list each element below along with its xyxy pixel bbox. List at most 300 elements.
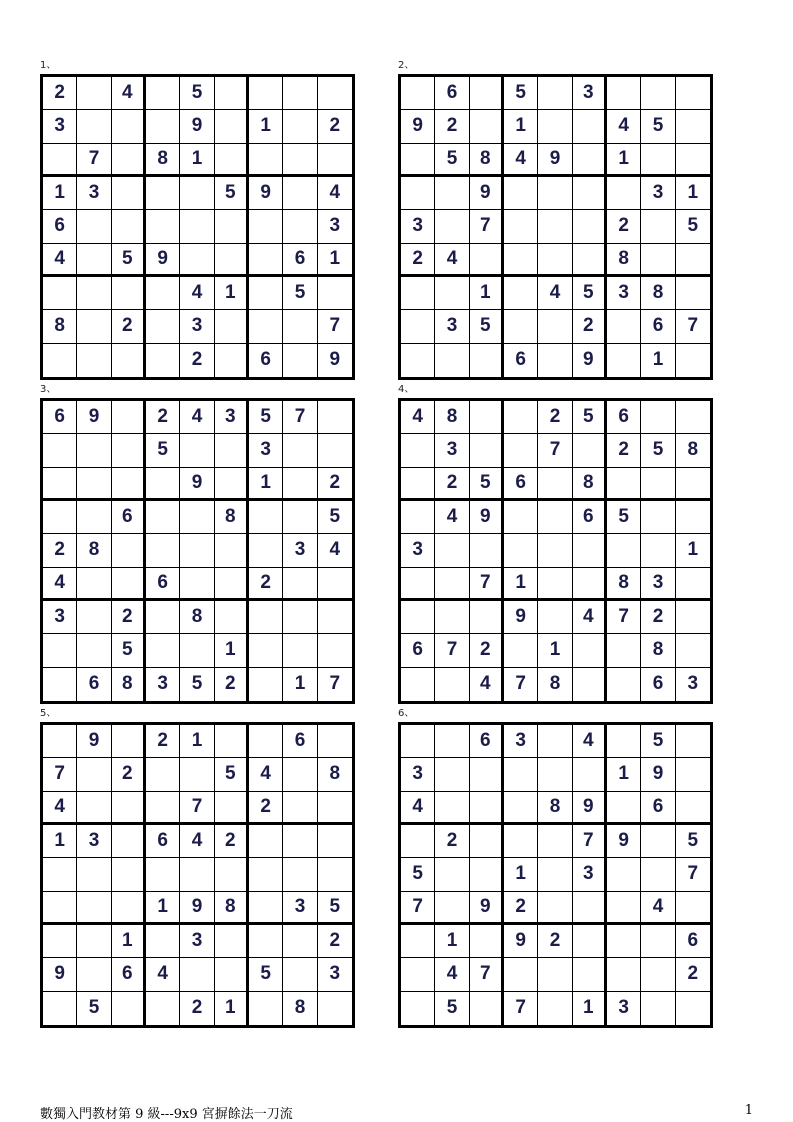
sudoku-cell: 1 [435, 925, 469, 958]
sudoku-cell [249, 858, 283, 891]
sudoku-cell: 1 [215, 277, 249, 310]
sudoku-cell [401, 177, 435, 210]
sudoku-cell: 2 [146, 401, 180, 434]
sudoku-cell: 5 [641, 110, 675, 143]
sudoku-cell [43, 925, 77, 958]
sudoku-cell [180, 534, 214, 567]
sudoku-cell [435, 568, 469, 601]
sudoku-cell [607, 634, 641, 667]
sudoku-cell: 8 [641, 277, 675, 310]
sudoku-cell: 5 [641, 725, 675, 758]
sudoku-cell [318, 401, 352, 434]
sudoku-cell [470, 77, 504, 110]
sudoku-cell [43, 277, 77, 310]
sudoku-cell [283, 310, 317, 343]
sudoku-cell [504, 501, 538, 534]
sudoku-cell [676, 110, 710, 143]
sudoku-cell [538, 992, 572, 1025]
sudoku-cell [146, 77, 180, 110]
sudoku-cell [538, 468, 572, 501]
puzzle-label: 5、 [40, 708, 57, 719]
sudoku-cell [676, 277, 710, 310]
sudoku-cell [573, 925, 607, 958]
sudoku-cell: 4 [318, 177, 352, 210]
sudoku-cell: 6 [504, 468, 538, 501]
sudoku-cell: 2 [249, 792, 283, 825]
sudoku-cell: 3 [401, 210, 435, 243]
sudoku-cell: 9 [401, 110, 435, 143]
sudoku-cell [676, 601, 710, 634]
sudoku-cell: 9 [329, 349, 341, 371]
sudoku-cell [215, 310, 249, 343]
sudoku-cell: 2 [676, 958, 710, 991]
sudoku-cell: 1 [676, 534, 710, 567]
sudoku-cell: 6 [283, 244, 317, 277]
sudoku-cell [249, 501, 283, 534]
sudoku-cell [470, 925, 504, 958]
sudoku-cell: 6 [641, 668, 675, 701]
sudoku-cell [607, 858, 641, 891]
sudoku-cell [504, 244, 538, 277]
sudoku-cell [283, 634, 317, 667]
sudoku-cell: 5 [77, 992, 111, 1025]
sudoku-cell [401, 601, 435, 634]
sudoku-cell [77, 110, 111, 143]
sudoku-cell [676, 634, 710, 667]
sudoku-cell: 9 [573, 344, 607, 377]
sudoku-cell [504, 634, 538, 667]
sudoku-cell: 1 [318, 244, 352, 277]
sudoku-cell: 5 [573, 401, 607, 434]
sudoku-cell: 4 [401, 792, 435, 825]
sudoku-cell: 3 [435, 310, 469, 343]
sudoku-cell [283, 925, 317, 958]
sudoku-cell: 2 [180, 344, 214, 377]
sudoku-cell: 6 [641, 792, 675, 825]
sudoku-cell: 1 [641, 344, 675, 377]
sudoku-cell [504, 958, 538, 991]
sudoku-cell [283, 568, 317, 601]
sudoku-cell [607, 668, 641, 701]
sudoku-cell: 5 [215, 177, 249, 210]
sudoku-cell: 6 [283, 725, 317, 758]
sudoku-cell [641, 77, 675, 110]
sudoku-cell [538, 858, 572, 891]
sudoku-cell: 9 [180, 110, 214, 143]
sudoku-cell: 2 [435, 825, 469, 858]
sudoku-cell [112, 177, 146, 210]
sudoku-cell: 8 [676, 434, 710, 467]
sudoku-cell: 4 [607, 110, 641, 143]
sudoku-cell [112, 277, 146, 310]
sudoku-cell [676, 77, 710, 110]
sudoku-cell [401, 725, 435, 758]
sudoku-cell [504, 825, 538, 858]
sudoku-cell [538, 758, 572, 791]
sudoku-cell [283, 77, 317, 110]
sudoku-cell [146, 468, 180, 501]
sudoku-cell [283, 144, 317, 177]
sudoku-cell [77, 958, 111, 991]
sudoku-cell [146, 758, 180, 791]
sudoku-cell: 7 [676, 858, 710, 891]
sudoku-cell: 8 [215, 501, 249, 534]
sudoku-cell [470, 401, 504, 434]
sudoku-cell [318, 634, 352, 667]
sudoku-cell [180, 210, 214, 243]
sudoku-cell [641, 925, 675, 958]
sudoku-cell: 2 [180, 992, 214, 1025]
sudoku-cell [435, 344, 469, 377]
sudoku-cell: 7 [538, 434, 572, 467]
sudoku-cell [283, 825, 317, 858]
sudoku-cell [43, 501, 77, 534]
sudoku-cell [573, 758, 607, 791]
sudoku-cell: 7 [329, 673, 341, 695]
sudoku-cell: 8 [435, 401, 469, 434]
sudoku-cell [283, 601, 317, 634]
sudoku-cell [470, 792, 504, 825]
sudoku-cell [43, 434, 77, 467]
sudoku-cell: 5 [318, 892, 352, 925]
sudoku-cell: 7 [470, 958, 504, 991]
sudoku-cell [401, 277, 435, 310]
sudoku-cell [283, 434, 317, 467]
sudoku-cell: 3 [318, 958, 352, 991]
sudoku-cell: 1 [504, 858, 538, 891]
sudoku-cell [43, 668, 77, 701]
sudoku-cell [112, 725, 146, 758]
sudoku-cell: 4 [146, 958, 180, 991]
sudoku-cell [77, 344, 111, 377]
sudoku-cell: 5 [470, 310, 504, 343]
sudoku-cell: 8 [538, 792, 572, 825]
sudoku-cell: 1 [215, 634, 249, 667]
sudoku-cell [538, 210, 572, 243]
sudoku-cell: 9 [77, 401, 111, 434]
sudoku-cell [77, 892, 111, 925]
sudoku-cell: 1 [573, 992, 607, 1025]
sudoku-cell: 6 [112, 501, 146, 534]
sudoku-cell [43, 468, 77, 501]
sudoku-cell: 3 [607, 992, 641, 1025]
sudoku-cell: 2 [318, 925, 352, 958]
sudoku-cell [318, 601, 352, 634]
sudoku-cell [318, 992, 352, 1025]
sudoku-cell: 5 [215, 758, 249, 791]
sudoku-cell: 8 [641, 634, 675, 667]
sudoku-cell: 7 [573, 825, 607, 858]
sudoku-cell [470, 758, 504, 791]
sudoku-cell: 9 [607, 825, 641, 858]
sudoku-cell [283, 958, 317, 991]
sudoku-cell: 1 [470, 277, 504, 310]
sudoku-cell [573, 177, 607, 210]
sudoku-cell [641, 210, 675, 243]
sudoku-cell [607, 468, 641, 501]
sudoku-cell: 9 [470, 501, 504, 534]
sudoku-cell [435, 858, 469, 891]
sudoku-cell: 2 [112, 310, 146, 343]
sudoku-cell: 9 [43, 958, 77, 991]
sudoku-cell: 4 [43, 568, 77, 601]
sudoku-cell: 1 [676, 177, 710, 210]
sudoku-cell [215, 568, 249, 601]
sudoku-cell: 6 [607, 401, 641, 434]
sudoku-cell: 1 [180, 725, 214, 758]
sudoku-cell: 8 [77, 534, 111, 567]
sudoku-cell [538, 110, 572, 143]
sudoku-cell: 8 [607, 568, 641, 601]
sudoku-cell [146, 210, 180, 243]
sudoku-cell: 4 [435, 244, 469, 277]
sudoku-cell [77, 244, 111, 277]
sudoku-cell [538, 601, 572, 634]
sudoku-cell: 7 [43, 758, 77, 791]
sudoku-cell [249, 992, 283, 1025]
sudoku-cell [318, 434, 352, 467]
sudoku-cell [401, 144, 435, 177]
sudoku-cell [573, 568, 607, 601]
sudoku-cell: 8 [470, 144, 504, 177]
sudoku-cell [249, 210, 283, 243]
sudoku-cell: 9 [146, 244, 180, 277]
sudoku-cell: 3 [249, 434, 283, 467]
sudoku-cell [180, 758, 214, 791]
sudoku-cell: 9 [180, 468, 214, 501]
sudoku-cell [401, 992, 435, 1025]
sudoku-cell [401, 344, 435, 377]
sudoku-cell: 9 [641, 758, 675, 791]
sudoku-cell [112, 858, 146, 891]
sudoku-cell [573, 958, 607, 991]
sudoku-cell [249, 668, 283, 701]
sudoku-cell: 1 [112, 925, 146, 958]
sudoku-cell [112, 344, 146, 377]
sudoku-cell [435, 892, 469, 925]
sudoku-cell: 3 [401, 758, 435, 791]
sudoku-cell: 3 [43, 110, 77, 143]
sudoku-cell [504, 210, 538, 243]
sudoku-cell: 3 [180, 925, 214, 958]
sudoku-cell [249, 534, 283, 567]
sudoku-cell [676, 758, 710, 791]
sudoku-cell [318, 277, 352, 310]
sudoku-grid [398, 398, 713, 704]
sudoku-cell [146, 110, 180, 143]
sudoku-cell: 3 [318, 210, 352, 243]
sudoku-cell: 3 [43, 601, 77, 634]
sudoku-cell [318, 568, 352, 601]
sudoku-cell: 2 [641, 601, 675, 634]
sudoku-cell [538, 310, 572, 343]
sudoku-cell [249, 825, 283, 858]
sudoku-cell [318, 858, 352, 891]
sudoku-cell [641, 958, 675, 991]
sudoku-cell [676, 892, 710, 925]
sudoku-cell: 2 [435, 468, 469, 501]
sudoku-cell: 4 [641, 892, 675, 925]
sudoku-cell: 4 [401, 401, 435, 434]
sudoku-cell: 3 [283, 534, 317, 567]
sudoku-cell [215, 858, 249, 891]
sudoku-cell [641, 401, 675, 434]
sudoku-cell [180, 434, 214, 467]
sudoku-cell [43, 144, 77, 177]
sudoku-cell: 2 [318, 110, 352, 143]
sudoku-cell: 7 [504, 992, 538, 1025]
sudoku-cell: 2 [470, 634, 504, 667]
sudoku-cell [401, 468, 435, 501]
sudoku-grid [40, 722, 355, 1028]
sudoku-cell [77, 568, 111, 601]
sudoku-cell [676, 792, 710, 825]
sudoku-cell [401, 825, 435, 858]
sudoku-cell [112, 568, 146, 601]
sudoku-cell [215, 958, 249, 991]
sudoku-cell: 8 [573, 468, 607, 501]
sudoku-cell: 4 [180, 277, 214, 310]
sudoku-cell: 2 [43, 534, 77, 567]
sudoku-cell: 4 [470, 668, 504, 701]
sudoku-cell [77, 634, 111, 667]
puzzle-label: 1、 [40, 60, 57, 71]
sudoku-cell: 3 [607, 277, 641, 310]
sudoku-cell: 8 [112, 668, 146, 701]
sudoku-cell [215, 210, 249, 243]
sudoku-cell [538, 825, 572, 858]
sudoku-cell [180, 858, 214, 891]
sudoku-cell [43, 992, 77, 1025]
sudoku-cell [77, 925, 111, 958]
sudoku-cell [283, 177, 317, 210]
sudoku-cell [318, 144, 352, 177]
sudoku-cell [112, 468, 146, 501]
sudoku-cell: 8 [318, 758, 352, 791]
sudoku-cell: 4 [43, 792, 77, 825]
sudoku-cell [180, 501, 214, 534]
sudoku-cell: 1 [180, 144, 214, 177]
sudoku-cell: 2 [249, 568, 283, 601]
sudoku-cell: 4 [249, 758, 283, 791]
sudoku-cell: 2 [573, 310, 607, 343]
sudoku-cell: 1 [607, 144, 641, 177]
sudoku-cell: 8 [538, 668, 572, 701]
sudoku-cell [180, 634, 214, 667]
sudoku-cell: 3 [641, 568, 675, 601]
sudoku-cell [607, 534, 641, 567]
sudoku-cell [676, 401, 710, 434]
sudoku-cell [504, 277, 538, 310]
sudoku-cell [676, 144, 710, 177]
puzzle-label: 4、 [398, 384, 415, 395]
sudoku-cell: 3 [641, 177, 675, 210]
sudoku-cell [401, 434, 435, 467]
sudoku-cell [504, 792, 538, 825]
sudoku-cell [283, 858, 317, 891]
sudoku-cell: 6 [249, 344, 283, 377]
sudoku-cell: 7 [401, 892, 435, 925]
sudoku-cell [43, 858, 77, 891]
sudoku-cell [641, 992, 675, 1025]
sudoku-cell: 4 [180, 825, 214, 858]
puzzle-label: 3、 [40, 384, 57, 395]
sudoku-cell [573, 110, 607, 143]
sudoku-cell: 5 [573, 277, 607, 310]
sudoku-cell [504, 401, 538, 434]
sudoku-cell [215, 144, 249, 177]
sudoku-cell [435, 601, 469, 634]
sudoku-cell [249, 277, 283, 310]
sudoku-cell: 4 [573, 725, 607, 758]
sudoku-cell [146, 310, 180, 343]
sudoku-cell [435, 177, 469, 210]
sudoku-cell: 7 [470, 568, 504, 601]
sudoku-cell: 3 [573, 77, 607, 110]
sudoku-cell [504, 310, 538, 343]
sudoku-cell: 6 [112, 958, 146, 991]
sudoku-cell [112, 401, 146, 434]
sudoku-cell [215, 110, 249, 143]
sudoku-cell: 7 [470, 210, 504, 243]
sudoku-cell [283, 468, 317, 501]
sudoku-cell [146, 792, 180, 825]
sudoku-cell [112, 534, 146, 567]
sudoku-cell: 7 [180, 792, 214, 825]
sudoku-cell: 8 [43, 310, 77, 343]
sudoku-cell: 9 [504, 925, 538, 958]
sudoku-cell [470, 344, 504, 377]
sudoku-cell [573, 244, 607, 277]
sudoku-cell [146, 858, 180, 891]
sudoku-cell [112, 110, 146, 143]
sudoku-cell: 6 [77, 668, 111, 701]
sudoku-cell [538, 725, 572, 758]
sudoku-cell [504, 177, 538, 210]
sudoku-cell [641, 501, 675, 534]
sudoku-cell [607, 344, 641, 377]
sudoku-cell [470, 825, 504, 858]
sudoku-cell [401, 958, 435, 991]
sudoku-cell [112, 144, 146, 177]
sudoku-cell: 5 [180, 77, 214, 110]
sudoku-cell [146, 177, 180, 210]
sudoku-cell: 9 [470, 177, 504, 210]
sudoku-cell: 2 [607, 434, 641, 467]
sudoku-cell [215, 244, 249, 277]
sudoku-cell: 4 [43, 244, 77, 277]
sudoku-cell [77, 310, 111, 343]
sudoku-cell: 5 [435, 992, 469, 1025]
sudoku-cell: 4 [112, 77, 146, 110]
sudoku-cell [318, 792, 352, 825]
sudoku-cell [573, 668, 607, 701]
sudoku-cell: 5 [607, 501, 641, 534]
sudoku-cell: 2 [435, 110, 469, 143]
sudoku-cell: 7 [607, 601, 641, 634]
sudoku-cell [318, 77, 352, 110]
sudoku-cell [641, 534, 675, 567]
sudoku-cell [77, 501, 111, 534]
sudoku-cell: 5 [249, 958, 283, 991]
sudoku-cell [538, 177, 572, 210]
sudoku-cell [607, 892, 641, 925]
sudoku-cell [215, 725, 249, 758]
sudoku-cell [607, 77, 641, 110]
sudoku-cell: 8 [215, 892, 249, 925]
sudoku-cell: 2 [112, 758, 146, 791]
sudoku-cell [215, 344, 249, 377]
